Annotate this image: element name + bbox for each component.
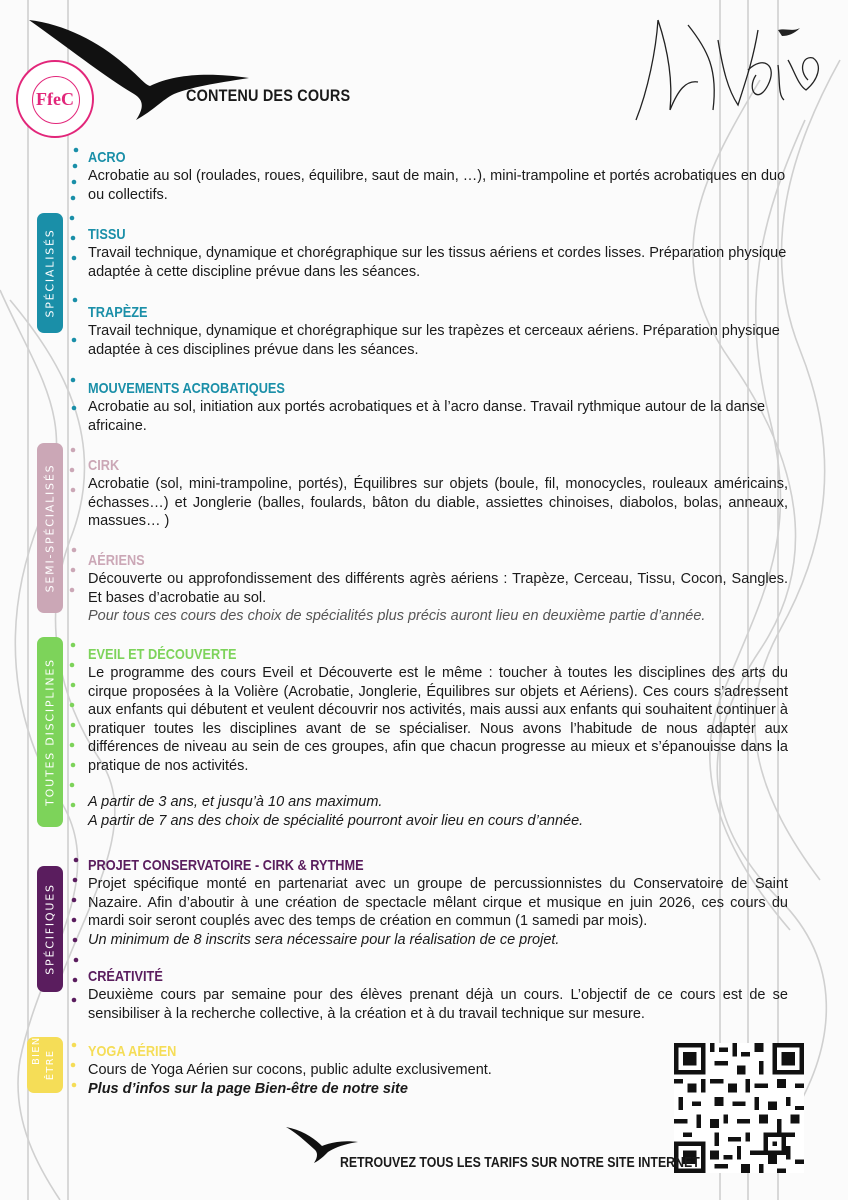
section-aeriens bbox=[88, 552, 788, 626]
section-eveil-body: Le programme des cours Eveil et Découverte est le même : toucher à toutes les disciplines des arts du cirque proposées à la Volière (Acrobatie, Jonglerie, Équilibres sur objets et Aériens). Ces cours s’adressent aux enfants qui débutent et veulent découvrir nos activités, mais aussi aux enfants qui souhaitent continuer à pratiquer toutes les disciplines avant de se spécialiser. Nous avons l’habitude de nous adapter aux différences de niveau au sein de ces groupes, afin que chacun progresse au mieux et s’épanouisse dans la pratique de nos activités. bbox=[88, 665, 788, 774]
section-yoga-body: Cours de Yoga Aérien sur cocons, public adulte exclusivement. bbox=[88, 1062, 492, 1078]
tag-bien-etre bbox=[27, 1037, 63, 1093]
section-acro bbox=[88, 149, 788, 204]
section-aeriens-note: Pour tous ces cours des choix de spécialités plus précis auront lieu en deuxième partie d’année. bbox=[88, 608, 706, 624]
page-title: CONTENU DES COURS bbox=[186, 86, 351, 105]
section-mouvements bbox=[88, 380, 788, 435]
section-eveil-note2: A partir de 7 ans des choix de spécialité pourront avoir lieu en cours d’année. bbox=[88, 812, 584, 829]
section-aeriens-title: AÉRIENS bbox=[88, 552, 145, 569]
section-tissu-title: TISSU bbox=[88, 226, 126, 243]
section-mouvements-body: Acrobatie au sol, initiation aux portés acrobatiques et à l’acro danse. Travail rythmique autour de la danse africaine. bbox=[88, 399, 766, 434]
tag-toutes-disciplines-label: TOUTES DISCIPLINES bbox=[43, 658, 57, 806]
footer-tarifs-text: RETROUVEZ TOUS LES TARIFS SUR NOTRE SITE INTERNET bbox=[340, 1155, 700, 1171]
section-cirk bbox=[88, 457, 788, 531]
section-mouvements-title: MOUVEMENTS ACROBATIQUES bbox=[88, 380, 285, 397]
tag-specifiques bbox=[37, 866, 63, 992]
section-tissu bbox=[88, 226, 788, 281]
section-projet bbox=[88, 857, 788, 949]
section-aeriens-body: Découverte ou approfondissement des différents agrès aériens : Trapèze, Cerceau, Tissu, Cocon, Sangles. Et bases d’acrobatie au sol. bbox=[88, 571, 788, 606]
qr-code-icon[interactable] bbox=[674, 1043, 804, 1173]
section-yoga-note: Plus d’infos sur la page Bien-être de notre site bbox=[88, 1080, 408, 1097]
section-yoga bbox=[88, 1043, 648, 1098]
section-creativite-body: Deuxième cours par semaine pour des élèves prenant déjà un cours. L’objectif de ce cours est de se sensibiliser à la recherche collective, à la création et à du travail technique sur mesure. bbox=[88, 987, 788, 1022]
flourish-dots bbox=[64, 140, 86, 1140]
tag-specifiques-label: SPÉCIFIQUES bbox=[43, 883, 57, 975]
section-trapeze bbox=[88, 304, 788, 359]
section-projet-title: PROJET CONSERVATOIRE - CIRK & RYTHME bbox=[88, 857, 364, 874]
section-eveil-title: EVEIL ET DÉCOUVERTE bbox=[88, 646, 237, 663]
section-cirk-title: CIRK bbox=[88, 457, 120, 474]
section-tissu-body: Travail technique, dynamique et chorégraphique sur les tissus aériens et cordes lisses. Préparation physique adaptée à cette discipline prévue dans les séances. bbox=[88, 245, 787, 280]
section-creativite-title: CRÉATIVITÉ bbox=[88, 968, 163, 985]
section-cirk-body: Acrobatie (sol, mini-trampoline, portés), Équilibres sur objets (boule, fil, monocycles, rouleaux américains, échasses…) et Jonglerie (balles, foulards, bâton du diable, assiettes chinoises, diabolos, bolas, anneaux, massues… ) bbox=[88, 476, 788, 529]
section-projet-body: Projet spécifique monté en partenariat avec un groupe de percussionnistes du Conservatoire de Saint Nazaire. Afin d’aboutir à une création de spectacle mêlant cirque et musique en juin 2026, ces cours du mardi soir seront couplés avec des temps de création en commun (1 samedi par mois). bbox=[88, 876, 788, 929]
section-creativite bbox=[88, 968, 788, 1023]
seal-letters: FfeC bbox=[36, 89, 74, 109]
seal-logo bbox=[16, 60, 94, 138]
tag-bien-etre-line1: BIEN bbox=[31, 1036, 42, 1065]
section-trapeze-body: Travail technique, dynamique et chorégraphique sur les trapèzes et cerceaux aériens. Préparation physique adaptée à ces disciplines prévue dans les séances. bbox=[88, 323, 780, 358]
section-eveil-note1: A partir de 3 ans, et jusqu’à 10 ans maximum. bbox=[88, 794, 383, 810]
tag-toutes-disciplines bbox=[37, 637, 63, 827]
section-eveil bbox=[88, 646, 788, 830]
tag-semi-specialises-label: SEMI-SPÉCIALISÉS bbox=[43, 463, 57, 593]
section-yoga-title: YOGA AÉRIEN bbox=[88, 1043, 177, 1060]
section-acro-body: Acrobatie au sol (roulades, roues, équilibre, saut de main, …), mini-trampoline et portés acrobatiques en duo ou collectifs. bbox=[88, 168, 786, 203]
section-acro-title: ACRO bbox=[88, 149, 126, 166]
section-trapeze-title: TRAPÈZE bbox=[88, 304, 148, 321]
tag-semi-specialises bbox=[37, 443, 63, 613]
section-projet-note: Un minimum de 8 inscrits sera nécessaire pour la réalisation de ce projet. bbox=[88, 931, 560, 948]
tag-specialises-label: SPÉCIALISÉS bbox=[43, 228, 57, 318]
tag-bien-etre-line2: ÊTRE bbox=[45, 1049, 56, 1081]
signature-logo bbox=[628, 10, 828, 130]
tag-specialises bbox=[37, 213, 63, 333]
